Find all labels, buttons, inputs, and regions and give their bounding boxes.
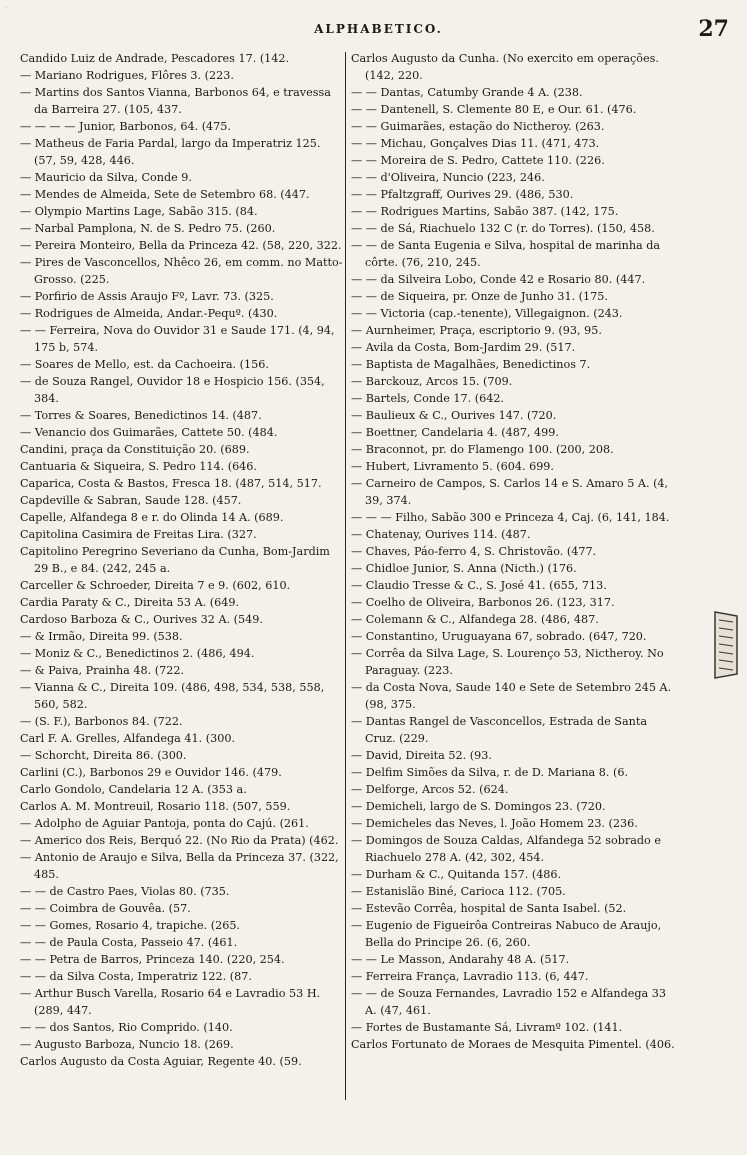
directory-entry: — (S. F.), Barbonos 84. (722. — [20, 715, 183, 728]
column-divider — [345, 52, 346, 1100]
directory-entry: — — Petra de Barros, Princeza 140. (220, 254. — [20, 953, 285, 966]
directory-entry: — Torres & Soares, Benedictinos 14. (487. — [20, 409, 262, 422]
directory-entry: — Chatenay, Ourives 114. (487. — [351, 528, 531, 541]
directory-entry: Capdeville & Sabran, Saude 128. (457. — [20, 494, 242, 507]
directory-entry: — David, Direita 52. (93. — [351, 749, 492, 762]
directory-entry: — Americo dos Reis, Berquó 22. (No Rio da Prata) (462. — [20, 834, 339, 847]
directory-entry: Candido Luiz de Andrade, Pescadores 17. (142. — [20, 52, 290, 65]
running-title: ALPHABETICO. — [314, 22, 443, 36]
directory-entry: — — de Siqueira, pr. Onze de Junho 31. (175. — [351, 290, 608, 303]
directory-entry: — Chidloe Junior, S. Anna (Nicth.) (176. — [351, 562, 577, 575]
left-column — [20, 50, 345, 1070]
directory-entry: — Durham & C., Quitanda 157. (486. — [351, 868, 562, 881]
directory-entry: — Constantino, Uruguayana 67, sobrado. (647, 720. — [351, 630, 647, 643]
directory-entry: — Hubert, Livramento 5. (604. 699. — [351, 460, 554, 473]
directory-entry: — Demicheles das Neves, l. João Homem 23. (236. — [351, 817, 638, 830]
directory-entry: — — Rodrigues Martins, Sabão 387. (142, 175. — [351, 205, 619, 218]
right-column — [351, 50, 676, 1053]
directory-entry: — Pires de Vasconcellos, Nhêco 26, em comm. no Matto-Grosso. (225. — [20, 256, 343, 286]
directory-entry: — Olympio Martins Lage, Sabão 315. (84. — [20, 205, 258, 218]
directory-entry: — — Gomes, Rosario 4, trapiche. (265. — [20, 919, 240, 932]
directory-entry: — Porfirio de Assis Araujo Fº, Lavr. 73. (325. — [20, 290, 274, 303]
directory-entry: — Claudio Tresse & C., S. José 41. (655, 713. — [351, 579, 607, 592]
directory-entry: — Chaves, Páo-ferro 4, S. Christovão. (477. — [351, 545, 597, 558]
directory-entry: — Delfim Simões da Silva, r. de D. Mariana 8. (6. — [351, 766, 629, 779]
directory-entry: — — Michau, Gonçalves Dias 11. (471, 473. — [351, 137, 600, 150]
directory-entry: — Bartels, Conde 17. (642. — [351, 392, 504, 405]
directory-entry: — — de Souza Fernandes, Lavradio 152 e Alfandega 33 A. (47, 461. — [351, 987, 667, 1017]
directory-entry: — Matheus de Faria Pardal, largo da Imperatriz 125. (57, 59, 428, 446. — [20, 137, 321, 167]
directory-entry: — — Pfaltzgraff, Ourives 29. (486, 530. — [351, 188, 574, 201]
directory-entry: — Coelho de Oliveira, Barbonos 26. (123, 317. — [351, 596, 615, 609]
directory-entry: — Ferreira França, Lavradio 113. (6, 447. — [351, 970, 589, 983]
directory-entry: Carlos Augusto da Cunha. (No exercito em operações. (142, 220. — [351, 52, 659, 82]
directory-entry: — Aurnheimer, Praça, escriptorio 9. (93, 95. — [351, 324, 602, 337]
directory-entry: — Pereira Monteiro, Bella da Princeza 42. (58, 220, 322. — [20, 239, 342, 252]
directory-entry: Carlo Gondolo, Candelaria 12 A. (353 a. — [20, 783, 247, 796]
directory-entry: — — dos Santos, Rio Comprido. (140. — [20, 1021, 233, 1034]
directory-entry: — — da Silveira Lobo, Conde 42 e Rosario 80. (447. — [351, 273, 646, 286]
directory-entry: — Moniz & C., Benedictinos 2. (486, 494. — [20, 647, 255, 660]
directory-entry: — Venancio dos Guimarães, Cattete 50. (484. — [20, 426, 278, 439]
directory-entry: — — de Castro Paes, Violas 80. (735. — [20, 885, 230, 898]
directory-entry: — — Victoria (cap.-tenente), Villegaignon. (243. — [351, 307, 623, 320]
directory-entry: — Carneiro de Campos, S. Carlos 14 e S. Amaro 5 A. (4, 39, 374. — [351, 477, 669, 507]
directory-entry: — Dantas Rangel de Vasconcellos, Estrada de Santa Cruz. (229. — [351, 715, 648, 745]
directory-entry: — Augusto Barboza, Nuncio 18. (269. — [20, 1038, 234, 1051]
directory-entry: — Estanislão Biné, Carioca 112. (705. — [351, 885, 566, 898]
directory-entry: — Schorcht, Direita 86. (300. — [20, 749, 187, 762]
directory-entry: — & Paiva, Prainha 48. (722. — [20, 664, 185, 677]
directory-entry: — — Ferreira, Nova do Ouvidor 31 e Saude 171. (4, 94, 175 b, 574. — [20, 324, 335, 354]
directory-entry: Cardia Paraty & C., Direita 53 A. (649. — [20, 596, 240, 609]
directory-entry: — Mauricio da Silva, Conde 9. — [20, 171, 192, 184]
directory-entry: — Delforge, Arcos 52. (624. — [351, 783, 509, 796]
directory-entry: Carlini (C.), Barbonos 29 e Ouvidor 146. (479. — [20, 766, 282, 779]
directory-entry: — Demicheli, largo de S. Domingos 23. (720. — [351, 800, 606, 813]
directory-entry: — Avila da Costa, Bom-Jardim 29. (517. — [351, 341, 576, 354]
directory-entry: — — da Silva Costa, Imperatriz 122. (87. — [20, 970, 252, 983]
directory-entry: — Martins dos Santos Vianna, Barbonos 64, e travessa da Barreira 27. (105, 437. — [20, 86, 331, 116]
directory-entry: — Mendes de Almeida, Sete de Setembro 68. (447. — [20, 188, 310, 201]
page-header — [20, 10, 737, 40]
directory-entry: Cardoso Barboza & C., Ourives 32 A. (549. — [20, 613, 263, 626]
directory-entry: Cantuaria & Siqueira, S. Pedro 114. (646. — [20, 460, 257, 473]
directory-entry: — Domingos de Souza Caldas, Alfandega 52 sobrado e Riachuelo 278 A. (42, 302, 454. — [351, 834, 661, 864]
directory-entry: — Mariano Rodrigues, Flôres 3. (223. — [20, 69, 234, 82]
directory-entry: — — de Santa Eugenia e Silva, hospital de marinha da côrte. (76, 210, 245. — [351, 239, 661, 269]
margin-mark: · — [5, 3, 8, 12]
directory-entry: Carlos A. M. Montreuil, Rosario 118. (507, 559. — [20, 800, 291, 813]
directory-entry: — Boettner, Candelaria 4. (487, 499. — [351, 426, 559, 439]
directory-entry: — — — Filho, Sabão 300 e Princeza 4, Caj. (6, 141, 184. — [351, 511, 670, 524]
directory-entry: — & Irmão, Direita 99. (538. — [20, 630, 183, 643]
directory-entry: — Estevão Corrêa, hospital de Santa Isabel. (52. — [351, 902, 627, 915]
directory-entry: — Barckouz, Arcos 15. (709. — [351, 375, 513, 388]
directory-entry: — Colemann & C., Alfandega 28. (486, 487. — [351, 613, 599, 626]
directory-entry: — Antonio de Araujo e Silva, Bella da Princeza 37. (322, 485. — [20, 851, 339, 881]
directory-entry: — Eugenio de Figueirôa Contreiras Nabuco de Araujo, Bella do Principe 26. (6, 260. — [351, 919, 662, 949]
directory-entry: — Baulieux & C., Ourives 147. (720. — [351, 409, 557, 422]
directory-entry: — Soares de Mello, est. da Cachoeira. (156. — [20, 358, 269, 371]
directory-entry: Capitolino Peregrino Severiano da Cunha, Bom-Jardim 29 B., e 84. (242, 245 a. — [20, 545, 330, 575]
page-number: 27 — [698, 16, 729, 42]
directory-entry: — — de Sá, Riachuelo 132 C (r. do Torres). (150, 458. — [351, 222, 655, 235]
directory-entry: — — d'Oliveira, Nuncio (223, 246. — [351, 171, 545, 184]
directory-entry: — Vianna & C., Direita 109. (486, 498, 534, 538, 558, 560, 582. — [20, 681, 325, 711]
directory-entry: — — Guimarães, estação do Nictheroy. (263. — [351, 120, 605, 133]
directory-entry: — da Costa Nova, Saude 140 e Sete de Setembro 245 A. (98, 375. — [351, 681, 672, 711]
directory-entry: Carlos Fortunato de Moraes de Mesquita Pimentel. (406. — [351, 1038, 675, 1051]
directory-entry: Carlos Augusto da Costa Aguiar, Regente 40. (59. — [20, 1055, 302, 1068]
directory-entry: — Arthur Busch Varella, Rosario 64 e Lavradio 53 H. (289, 447. — [20, 987, 321, 1017]
directory-entry: Capelle, Alfandega 8 e r. do Olinda 14 A. (689. — [20, 511, 284, 524]
directory-entry: — Braconnot, pr. do Flamengo 100. (200, 208. — [351, 443, 614, 456]
directory-entry: — — Dantenell, S. Clemente 80 E, e Our. 61. (476. — [351, 103, 637, 116]
directory-entry: — — Le Masson, Andarahy 48 A. (517. — [351, 953, 570, 966]
directory-entry: — Corrêa da Silva Lage, S. Lourenço 53, Nictheroy. No Paraguay. (223. — [351, 647, 664, 677]
directory-entry: — Rodrigues de Almeida, Andar.-Pequº. (430. — [20, 307, 278, 320]
directory-entry: Candini, praça da Constituição 20. (689. — [20, 443, 250, 456]
binding-tab-graphic — [711, 610, 741, 680]
directory-entry: — — de Paula Costa, Passeio 47. (461. — [20, 936, 238, 949]
directory-entry: Carceller & Schroeder, Direita 7 e 9. (602, 610. — [20, 579, 291, 592]
directory-entry: — — Dantas, Catumby Grande 4 A. (238. — [351, 86, 583, 99]
directory-entry: Caparica, Costa & Bastos, Fresca 18. (487, 514, 517. — [20, 477, 322, 490]
directory-entry: — Adolpho de Aguiar Pantoja, ponta do Cajú. (261. — [20, 817, 309, 830]
directory-entry: — — Coimbra de Gouvêa. (57. — [20, 902, 191, 915]
directory-entry: Capitolina Casimira de Freitas Lira. (327. — [20, 528, 257, 541]
directory-entry: — Fortes de Bustamante Sá, Livramº 102. (141. — [351, 1021, 623, 1034]
directory-entry: — Narbal Pamplona, N. de S. Pedro 75. (260. — [20, 222, 276, 235]
directory-entry: — Baptista de Magalhães, Benedictinos 7. — [351, 358, 591, 371]
directory-entry: — — Moreira de S. Pedro, Cattete 110. (226. — [351, 154, 605, 167]
directory-entry: — — — — Junior, Barbonos, 64. (475. — [20, 120, 231, 133]
directory-entry: — de Souza Rangel, Ouvidor 18 e Hospicio 156. (354, 384. — [20, 375, 325, 405]
directory-entry: Carl F. A. Grelles, Alfandega 41. (300. — [20, 732, 236, 745]
